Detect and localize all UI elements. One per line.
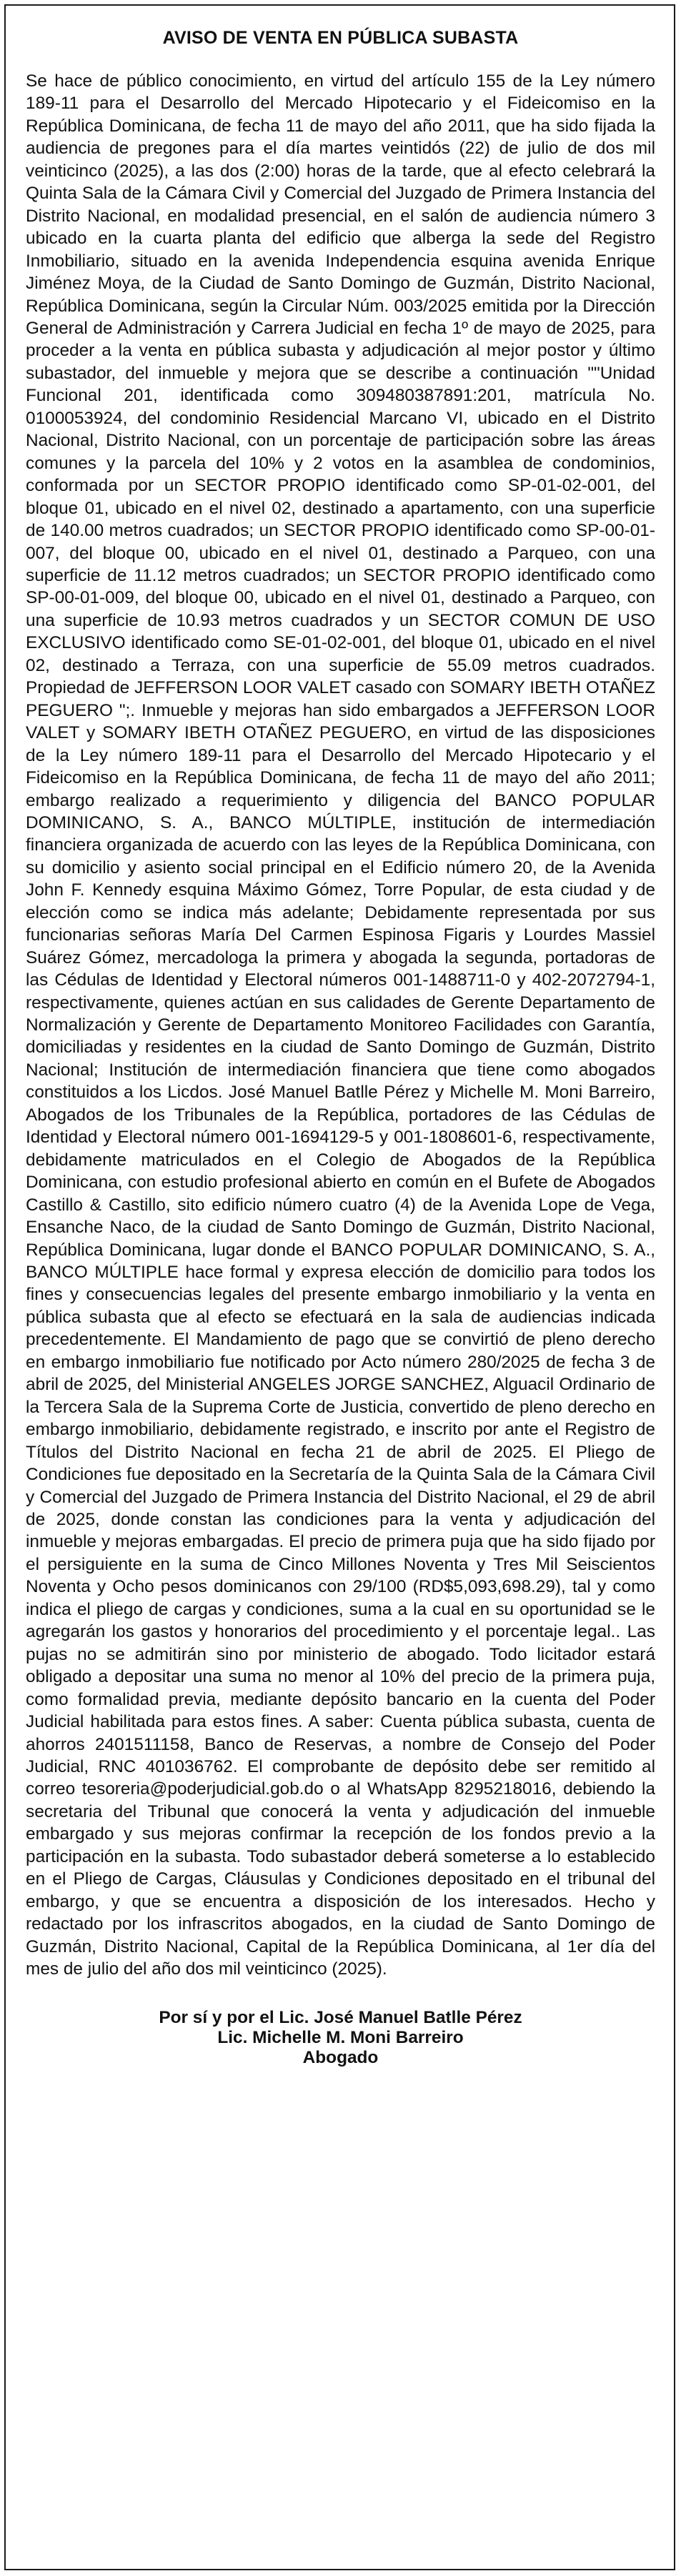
signature-block [26, 2008, 655, 2068]
legal-notice [4, 4, 675, 2570]
signature-line-3: Abogado [302, 2047, 379, 2067]
signature-line-2: Lic. Michelle M. Moni Barreiro [217, 2027, 464, 2047]
signature-line-1: Por sí y por el Lic. José Manuel Batlle Pérez [159, 2007, 522, 2027]
notice-title: AVISO DE VENTA EN PÚBLICA SUBASTA [162, 28, 519, 48]
notice-body: Se hace de público conocimiento, en virtud del artículo 155 de la Ley número 189-11 para el Desarrollo del Mercado Hipotecario y el Fideicomiso en la República Dominicana, de fecha 11 de mayo del año 2011, que ha sido fijada la audiencia de pregones para el día martes veintidós (22) de julio de dos mil veinticinco (2025), a las dos (2:00) horas de la tarde, que al efecto celebrará la Quinta Sala de la Cámara Civil y Comercial del Juzgado de Primera Instancia del Distrito Nacional, en modalidad presencial, en el salón de audiencia número 3 ubicado en la cuarta planta del edificio que alberga la sede del Registro Inmobiliario, situado en la avenida Independencia esquina avenida Enrique Jiménez Moya, de la Ciudad de Santo Domingo de Guzmán, Distrito Nacional, República Dominicana, según la Circular Núm. 003/2025 emitida por la Dirección General de Administración y Carrera Judicial en fecha 1º de mayo de 2025, para proceder a la venta en pública subasta y adjudicación al mejor postor y último subastador, del inmueble y mejora que se describe a continuación ""Unidad Funcional 201, identificada como 309480387891:201, matrícula No. 0100053924, del condominio Residencial Marcano VI, ubicado en el Distrito Nacional, Distrito Nacional, con un porcentaje de participación sobre las áreas comunes y la parcela del 10% y 2 votos en la asamblea de condominios, conformada por un SECTOR PROPIO identificado como SP-01-02-001, del bloque 01, ubicado en el nivel 02, destinado a apartamento, con una superficie de 140.00 metros cuadrados; un SECTOR PROPIO identificado como SP-00-01-007, del bloque 00, ubicado en el nivel 01, destinado a Parqueo, con una superficie de 11.12 metros cuadrados; un SECTOR PROPIO identificado como SP-00-01-009, del bloque 00, ubicado en el nivel 01, destinado a Parqueo, con una superficie de 10.93 metros cuadrados y un SECTOR COMUN DE USO EXCLUSIVO identificado como SE-01-02-001, del bloque 01, ubicado en el nivel 02, destinado a Terraza, con una superficie de 55.09 metros cuadrados. Propiedad de JEFFERSON LOOR VALET casado con SOMARY IBETH OTAÑEZ PEGUERO ";. Inmueble y mejoras han sido embargados a JEFFERSON LOOR VALET y SOMARY IBETH OTAÑEZ PEGUERO, en virtud de las disposiciones de la Ley número 189-11 para el Desarrollo del Mercado Hipotecario y el Fideicomiso en la República Dominicana, de fecha 11 de mayo del año 2011; embargo realizado a requerimiento y diligencia del BANCO POPULAR DOMINICANO, S. A., BANCO MÚLTIPLE, institución de intermediación financiera organizada de acuerdo con las leyes de la República Dominicana, con su domicilio y asiento social principal en el Edificio número 20, de la Avenida John F. Kennedy esquina Máximo Gómez, Torre Popular, de esta ciudad y de elección como se indica más adelante; Debidamente representada por sus funcionarias señoras María Del Carmen Espinosa Figaris y Lourdes Massiel Suárez Gómez, mercadologa la primera y abogada la segunda, portadoras de las Cédulas de Identidad y Electoral números 001-1488711-0 y 402-2072794-1, respectivamente, quienes actúan en sus calidades de Gerente Departamento de Normalización y Gerente de Departamento Monitoreo Facilidades con Garantía, domiciliadas y residentes en la ciudad de Santo Domingo de Guzmán, Distrito Nacional; Institución de intermediación financiera que tiene como abogados constituidos a los Licdos. José Manuel Batlle Pérez y Michelle M. Moni Barreiro, Abogados de los Tribunales de la República, portadores de las Cédulas de Identidad y Electoral número 001-1694129-5 y 001-1808601-6, respectivamente, debidamente matriculados en el Colegio de Abogados de la República Dominicana, con estudio profesional abierto en común en el Bufete de Abogados Castillo & Castillo, sito edificio número cuatro (4) de la Avenida Lope de Vega, Ensanche Naco, de la ciudad de Santo Domingo de Guzmán, Distrito Nacional, República Dominicana, lugar donde el BANCO POPULAR DOMINICANO, S. A., BANCO MÚLTIPLE hace formal y expresa elección de domicilio para todos los fines y consecuencias legales del presente embargo inmobiliario y la venta en pública subasta que al efecto se efectuará en la sala de audiencias indicada precedentemente. El Mandamiento de pago que se convirtió de pleno derecho en embargo inmobiliario fue notificado por Acto número 280/2025 de fecha 3 de abril de 2025, del Ministerial ANGELES JORGE SANCHEZ, Alguacil Ordinario de la Tercera Sala de la Suprema Corte de Justicia, convertido de pleno derecho en embargo inmobiliario, debidamente registrado, e inscrito por ante el Registro de Títulos del Distrito Nacional en fecha 21 de abril de 2025. El Pliego de Condiciones fue depositado en la Secretaría de la Quinta Sala de la Cámara Civil y Comercial del Juzgado de Primera Instancia del Distrito Nacional, el 29 de abril de 2025, donde constan las condiciones para la venta y adjudicación del inmueble y mejoras embargadas. El precio de primera puja que ha sido fijado por el persiguiente en la suma de Cinco Millones Noventa y Tres Mil Seiscientos Noventa y Ocho pesos dominicanos con 29/100 (RD$5,093,698.29), tal y como indica el pliego de cargas y condiciones, suma a la cual en su oportunidad se le agregarán los gastos y honorarios del procedimiento y el porcentaje legal.. Las pujas no se admitirán sino por ministerio de abogado. Todo licitador estará obligado a depositar una suma no menor al 10% del precio de la primera puja, como formalidad previa, mediante depósito bancario en la cuenta del Poder Judicial habilitada para estos fines. A saber: Cuenta pública subasta, cuenta de ahorros 2401511158, Banco de Reservas, a nombre de Consejo del Poder Judicial, RNC 401036762. El comprobante de depósito debe ser remitido al correo tesoreria@poderjudicial.gob.do o al WhatsApp 8295218016, debiendo la secretaria del Tribunal que conocerá la venta y adjudicación del inmueble embargado y sus mejoras confirmar la recepción de los fondos previo a la participación en la subasta. Todo subastador deberá someterse a lo establecido en el Pliego de Cargas, Cláusulas y Condiciones depositado en el tribunal del embargo, y que se encuentra a disposición de los interesados. Hecho y redactado por los infrascritos abogados, en la ciudad de Santo Domingo de Guzmán, Distrito Nacional, Capital de la República Dominicana, al 1er día del mes de julio del año dos mil veinticinco (2025). [26, 71, 655, 1979]
